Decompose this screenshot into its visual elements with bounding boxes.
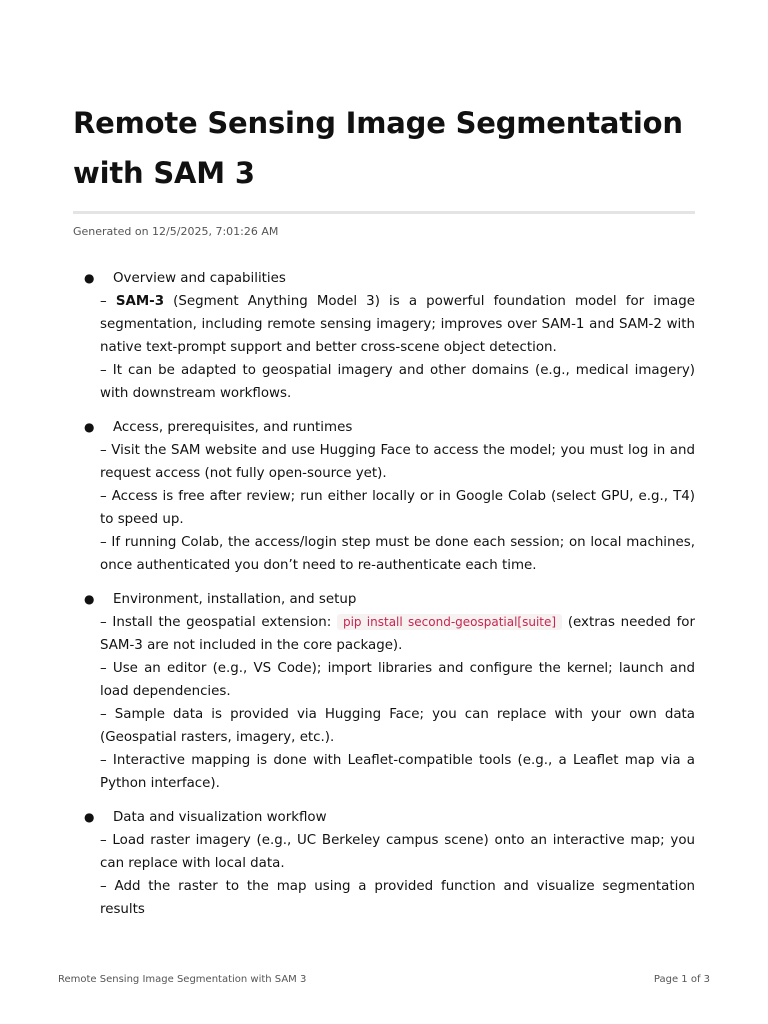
section-access bbox=[73, 416, 695, 577]
footer-document-title: Remote Sensing Image Segmentation with SAM 3 bbox=[58, 974, 307, 985]
bullet-icon: ● bbox=[84, 810, 95, 824]
paragraph: – Visit the SAM website and use Hugging Face to access the model; you must log in and request access (not fully open-source yet). bbox=[100, 443, 695, 481]
bullet-icon: ● bbox=[84, 420, 95, 434]
section-heading bbox=[73, 416, 695, 439]
paragraph bbox=[100, 290, 695, 359]
section-heading bbox=[73, 588, 695, 611]
section-heading bbox=[73, 806, 695, 829]
paragraph: – Use an editor (e.g., VS Code); import libraries and configure the kernel; launch and load dependencies. bbox=[100, 661, 695, 699]
section-heading-text: Access, prerequisites, and runtimes bbox=[113, 420, 353, 435]
title-divider bbox=[73, 211, 695, 214]
paragraph bbox=[100, 611, 695, 657]
paragraph: – Interactive mapping is done with Leaflet-compatible tools (e.g., a Leaflet map via a Python interface). bbox=[100, 753, 695, 791]
paragraph-prefix: – bbox=[100, 294, 116, 309]
section-environment bbox=[73, 588, 695, 795]
paragraph: – Access is free after review; run either locally or in Google Colab (select GPU, e.g., T4) to speed up. bbox=[100, 489, 695, 527]
bullet-icon: ● bbox=[84, 271, 95, 285]
section-heading-text: Overview and capabilities bbox=[113, 271, 286, 286]
document-body bbox=[73, 267, 695, 932]
section-overview bbox=[73, 267, 695, 405]
section-heading bbox=[73, 267, 695, 290]
paragraph: – Add the raster to the map using a provided function and visualize segmentation results bbox=[100, 879, 695, 917]
bold-term: SAM-3 bbox=[115, 294, 165, 309]
paragraph-text: (Segment Anything Model 3) is a powerful foundation model for image segmentation, including remote sensing imagery; improves over SAM-1 and SAM-2 with native text-prompt support and better cross-scene object detection. bbox=[100, 294, 695, 355]
paragraph: – It can be adapted to geospatial imagery and other domains (e.g., medical imagery) with downstream workflows. bbox=[100, 363, 695, 401]
section-heading-text: Data and visualization workflow bbox=[113, 810, 327, 825]
paragraph: – If running Colab, the access/login step must be done each session; on local machines, once authenticated you don’t need to re-authenticate each time. bbox=[100, 535, 695, 573]
generated-timestamp: Generated on 12/5/2025, 7:01:26 AM bbox=[73, 225, 279, 238]
paragraph-prefix: – Install the geospatial extension: bbox=[100, 615, 337, 630]
footer-page-number: Page 1 of 3 bbox=[653, 974, 710, 985]
paragraph-text: (extras needed for SAM-3 are not included in the core package). bbox=[100, 615, 695, 653]
section-data-workflow bbox=[73, 806, 695, 921]
bullet-icon: ● bbox=[84, 592, 95, 606]
install-command: pip install second-geospatial[suite] bbox=[337, 614, 562, 630]
paragraph: – Sample data is provided via Hugging Face; you can replace with your own data (Geospatial rasters, imagery, etc.). bbox=[100, 707, 695, 745]
section-heading-text: Environment, installation, and setup bbox=[113, 592, 357, 607]
document-title: Remote Sensing Image Segmentation with SAM 3 bbox=[73, 106, 683, 190]
paragraph: – Load raster imagery (e.g., UC Berkeley campus scene) onto an interactive map; you can replace with local data. bbox=[100, 833, 695, 871]
